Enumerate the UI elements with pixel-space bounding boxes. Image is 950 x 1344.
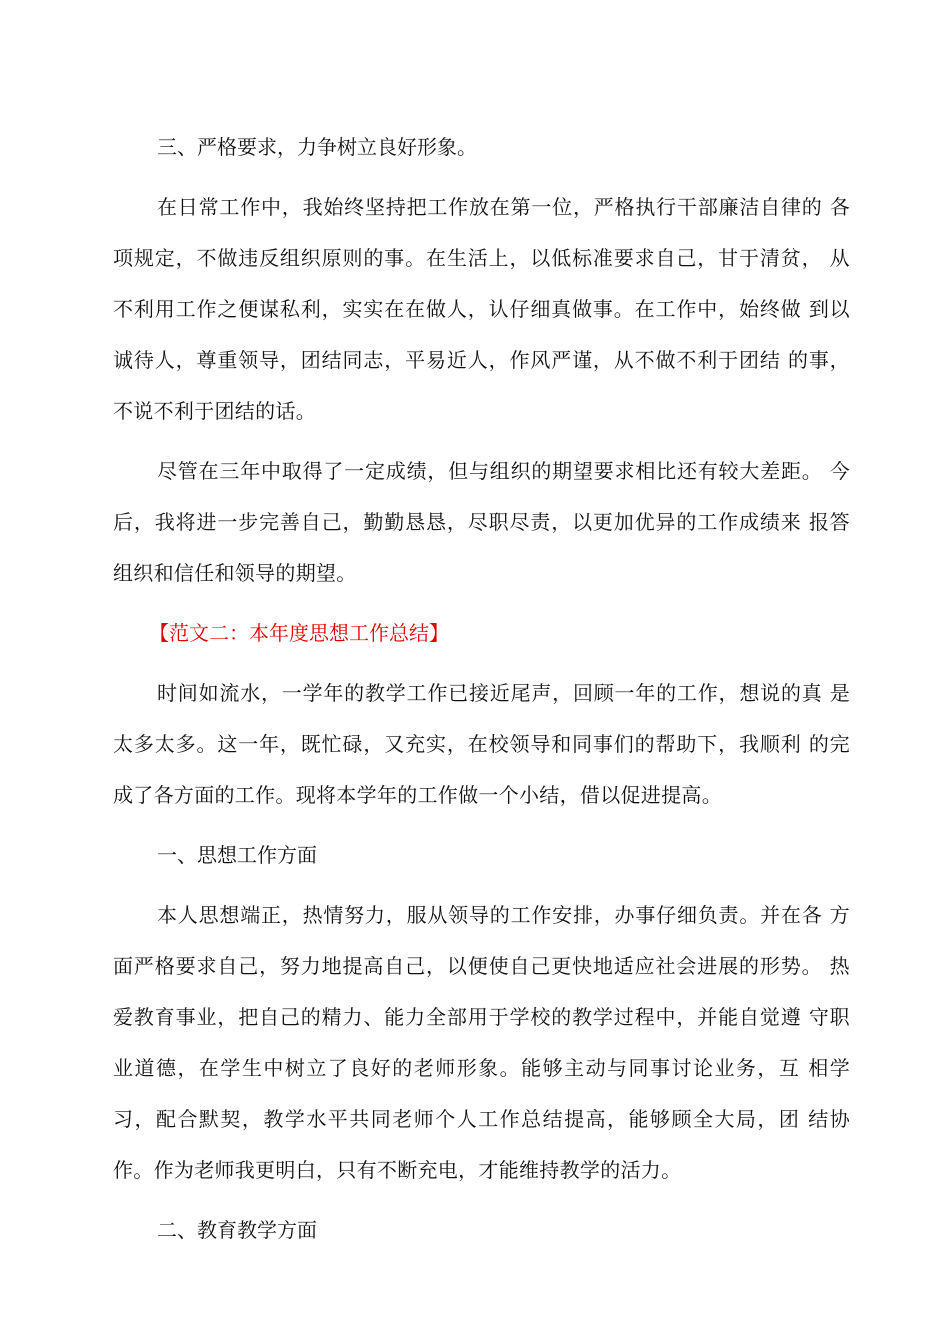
paragraph-daily-work: 在日常工作中，我始终坚持把工作放在第一位，严格执行干部廉洁自律的 各项规定，不做违反组织原则的事。在生活上，以低标准要求自己，甘于清贫， 从不利用工作之便谋私利，实实在在做人，认仔细真做事。在工作中，始终做 到以诚待人，尊重领导，团结同志，平易近人，作风严谨，从不做不利于团结 的事，不说不利于团结的话。: [113, 195, 850, 423]
paragraph-year-review: 时间如流水，一学年的教学工作已接近尾声，回顾一年的工作，想说的真 是太多太多。这一年，既忙碌，又充实，在校领导和同事们的帮助下，我顺利 的完成了各方面的工作。现将本学年的工作做一个小结，借以促进提高。: [113, 681, 850, 807]
section-heading-teaching: 二、教育教学方面: [157, 1218, 317, 1242]
paragraph-ideology: 本人思想端正，热情努力，服从领导的工作安排，办事仔细负责。并在各 方面严格要求自己，努力地提高自己，以便使自己更快地适应社会进展的形势。 热爱教育事业，把自己的精力、能力全部用于学校的教学过程中，并能自觉遵 守职业道德，在学生中树立了良好的老师形象。能够主动与同事讨论业务，互 相学习，配合默契，教学水平共同老师个人工作总结提高，能够顾全大局，团 结协作。作为老师我更明白，只有不断充电，才能维持教学的活力。: [113, 903, 850, 1182]
sample-essay-title: 【范文二：本年度思想工作总结】: [149, 621, 449, 645]
section-heading-ideology: 一、思想工作方面: [157, 843, 317, 867]
section-heading-strict-requirements: 三、严格要求，力争树立良好形象。: [157, 135, 477, 159]
document-page: [113, 122, 850, 1256]
paragraph-achievements: 尽管在三年中取得了一定成绩，但与组织的期望要求相比还有较大差距。 今后，我将进一步完善自己，勤勤恳恳，尽职尽责，以更加优异的工作成绩来 报答组织和信任和领导的期望。: [113, 459, 850, 585]
